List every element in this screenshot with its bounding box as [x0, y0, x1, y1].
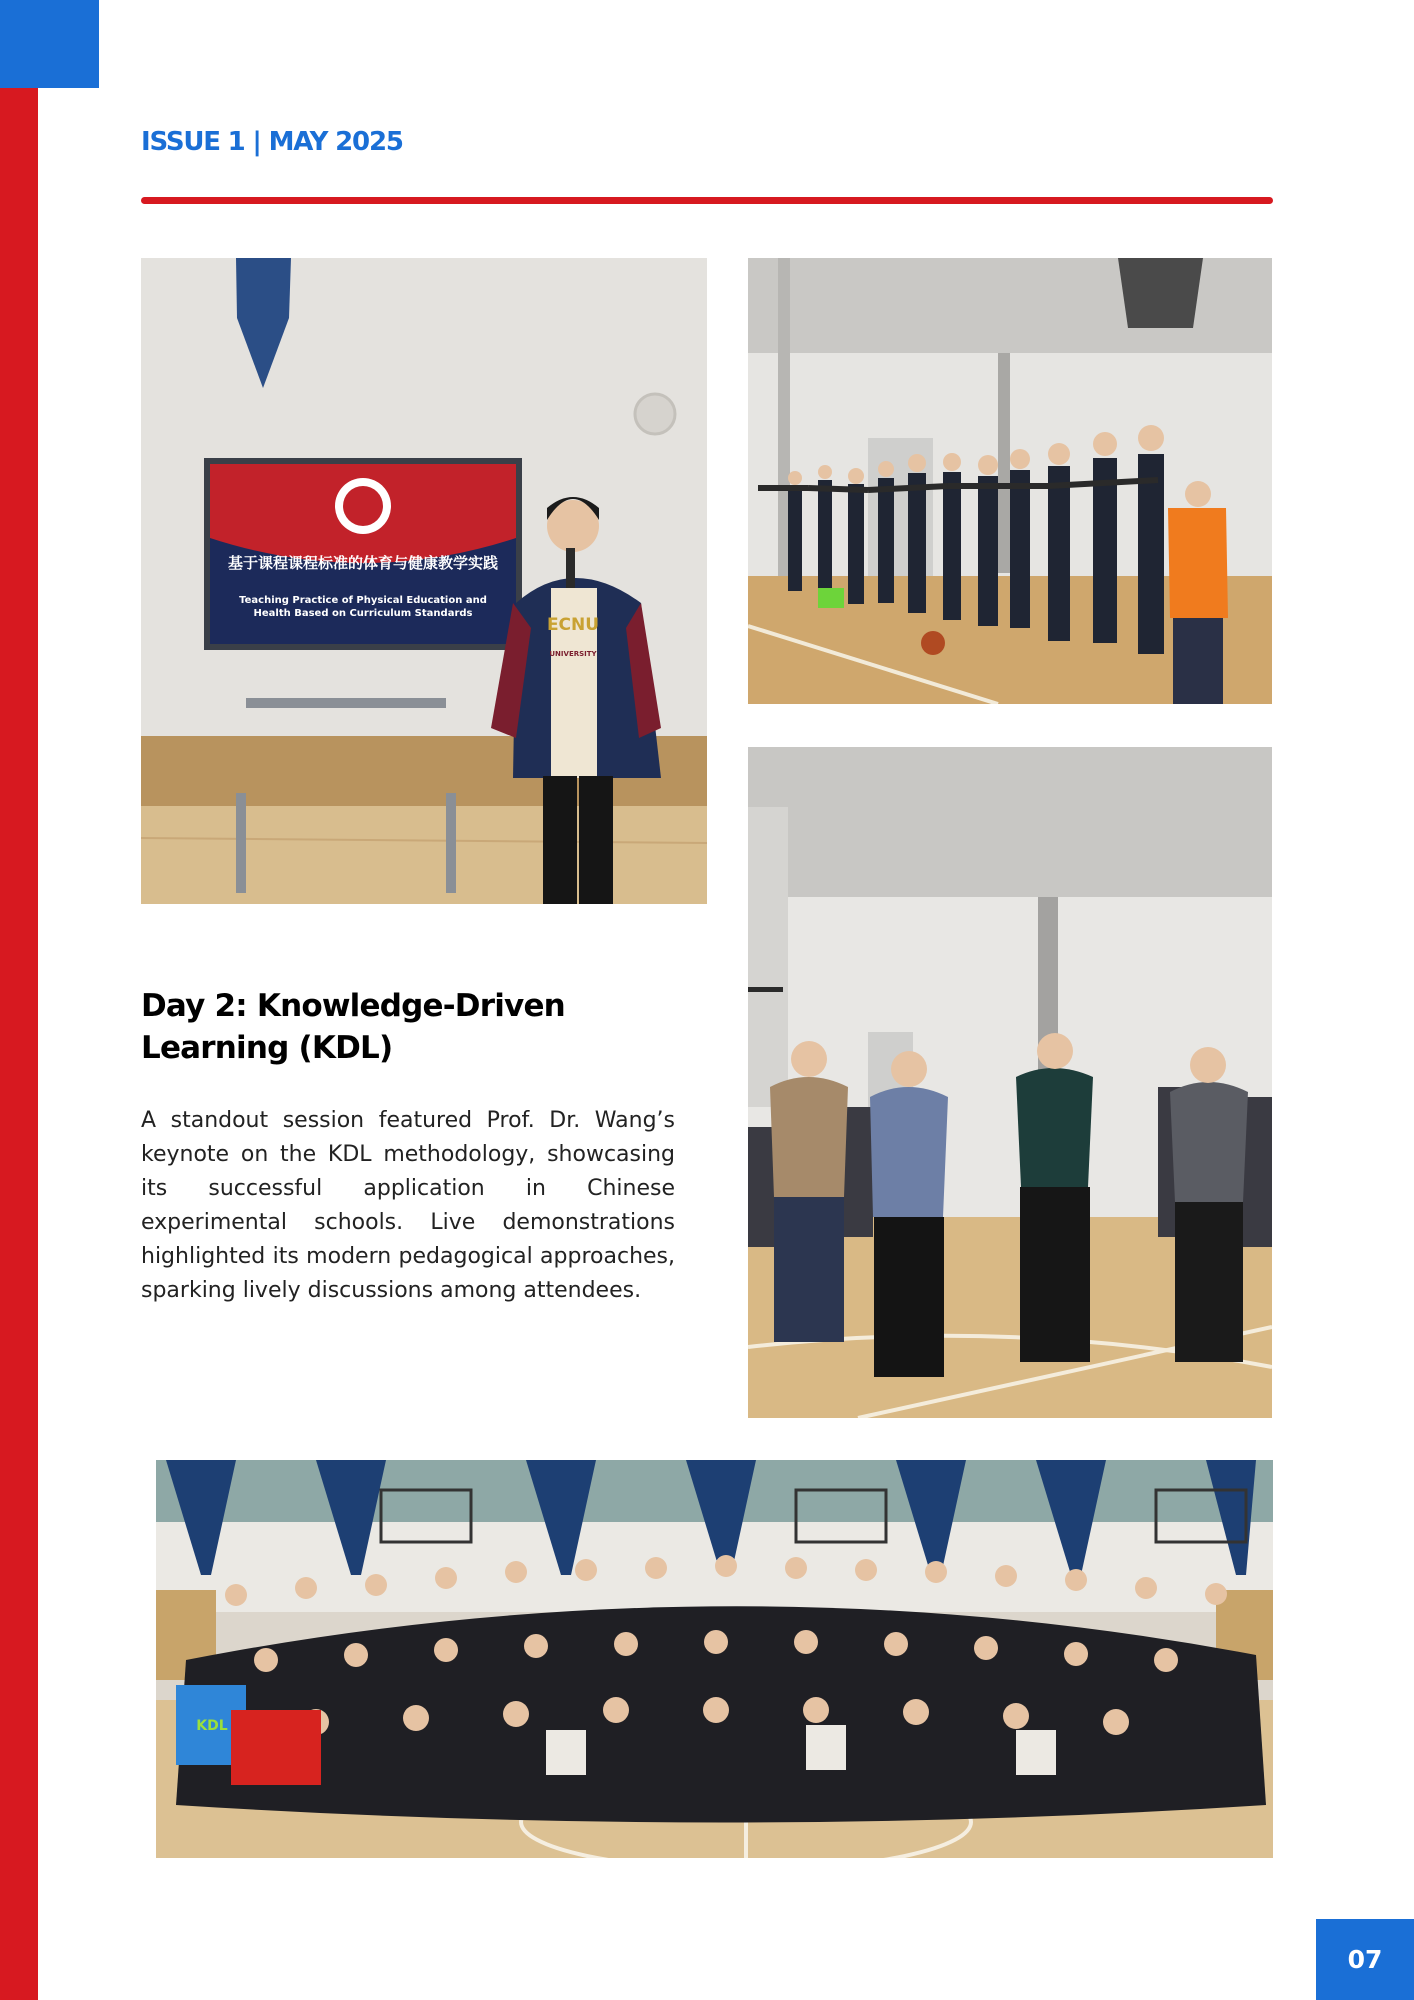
article-body: A standout session featured Prof. Dr. Wang’s keynote on the KDL methodology, showcasing its successful application in Chinese experimental schools. Live demonstrations highlighted its modern pedagogical approaches, sparking lively discussions among attendees.: [141, 1108, 675, 1303]
live-demonstration-photo: [748, 747, 1272, 1418]
header-divider: [141, 197, 1273, 204]
hoodie-subtext: UNIVERSITY: [549, 650, 597, 658]
page-number: 07: [1316, 1919, 1414, 2000]
screen-title-en-1: Teaching Practice of Physical Education and: [239, 595, 487, 606]
corner-accent-block: [0, 0, 99, 88]
screen-title-en-2: Health Based on Curriculum Standards: [253, 608, 473, 619]
keynote-speaker-photo: [141, 258, 707, 904]
kdl-shirt-text: KDL: [196, 1718, 228, 1734]
hoodie-text: ECNU: [546, 615, 600, 635]
screen-title-cn: 基于课程课程标准的体育与健康教学实践: [227, 554, 499, 572]
issue-date-header: ISSUE 1 | MAY 2025: [141, 127, 403, 157]
stretching-demo-photo: [748, 258, 1272, 704]
left-accent-bar: [0, 0, 38, 2000]
article-heading: Day 2: Knowledge-Driven Learning (KDL): [141, 988, 565, 1066]
group-photo: [156, 1460, 1273, 1858]
